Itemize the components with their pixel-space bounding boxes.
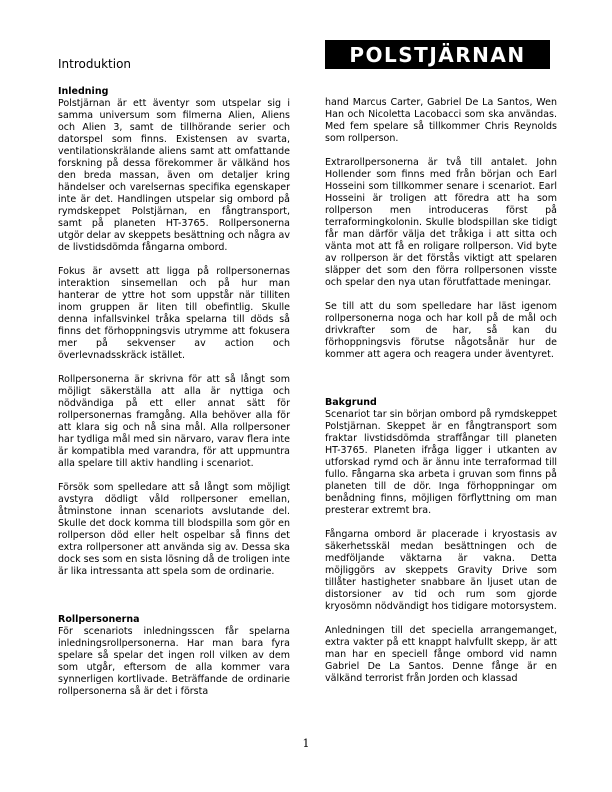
document-title: POLSTJÄRNAN [325,40,550,69]
paragraph: Scenariot tar sin början ombord på rymdskeppet Polstjärnan. Skeppet är en fångtransport som fraktar livstidsdömda straffångar till planeten HT-3765. Planeten ifråga ligger i utkanten av utforskad rymd och är ännu inte terraformad till fullo. Fångarna ska arbeta i gruvan som finns på planeten till de dör. Inga förhoppningar om benådning finns, möjligen förflyttning om man presterar extremt bra. [325,409,557,516]
paragraph: För scenariots inledningsscen får spelarna inledningsrollpersonerna. Har man bara fyra spelare så spelar det ingen roll vilken av dem som utgår, eftersom de alla kommer vara synnerligen kortlivade. Beträffande de ordinarie rollpersonerna så är det i första [58,626,290,697]
paragraph: Försök som spelledare att så långt som möjligt avstyra dödligt våld rollpersoner emellan, åtminstone innan scenariots avslutande del. Skulle det dock komma till blodspilla som gör en rollperson död eller helt ospelbar så finns det extra rollpersoner att använda sig av. Dessa ska dock ses som en sista lösning då de troligen inte är lika intressanta att spela som de ordinarie. [58,482,290,577]
left-column [58,86,290,710]
heading-rollpersonerna: Rollpersonerna [58,614,140,625]
paragraph: Polstjärnan är ett äventyr som utspelar sig i samma universum som filmerna Alien, Aliens och Alien 3, samt de tillhörande serier och datorspel som finns. Existensen av svarta, ventilationskrälande aliens samt att omfattande forskning på dessa förekommer är välkänd hos den breda massan, även om detaljer kring händelser och varelsernas specifika egenskaper inte är det. Handlingen utspelar sig ombord på rymdskeppet Polstjärnan, en fångtransport, samt på planeten HT-3765. Rollpersonerna utgör delar av skeppets besättning och några av de livstidsdömda fångarna ombord. [58,98,290,253]
paragraph: Fokus är avsett att ligga på rollpersonernas interaktion sinsemellan och på hur man hanterar de yttre hot som uppstår när tilliten inom gruppen är liten till obefintlig. Skulle denna infallsvinkel tråka spelarna till döds så finns det förhoppningsvis utrymme att fokusera mer på sekvenser av action och överlevnadsskräck istället. [58,266,290,361]
paragraph: Extrarollpersonerna är två till antalet. John Hollender som finns med från början och Earl Hosseini som tillkommer senare i scenariot. Earl Hosseini är troligen att föredra att ha som rollperson men introduceras först på terraformingkolonin. Skulle blodspillan ske tidigt får man därför välja det tråkiga i att sitta och vänta mot att få en roligare rollperson. Vid byte av rollperson är det förstås viktigt att spelaren släpper det som den förra rollpersonen visste och spelar den nya utan förutfattade meningar. [325,157,557,288]
heading-bakgrund: Bakgrund [325,397,377,408]
paragraph: Se till att du som spelledare har läst igenom rollpersonerna noga och har koll på de mål och drivkrafter som de har, så kan du förhoppningsvis förutse någotsånär hur de kommer att agera och reagera under äventyret. [325,301,557,360]
paragraph: hand Marcus Carter, Gabriel De La Santos, Wen Han och Nicoletta Lacobacci som ska användas. Med fem spelare så tillkommer Chris Reynolds som rollperson. [325,97,557,144]
right-column [325,97,557,697]
heading-inledning: Inledning [58,86,109,97]
section-label: Introduktion [58,57,132,71]
paragraph: Fångarna ombord är placerade i kryostasis av säkerhetsskäl medan besättningen och de medföljande väktarna är vakna. Detta möjliggörs av skeppets Gravity Drive som tillåter hastigheter snabbare än ljuset utan de distorsioner av tid och rum som gjorde kryosömn nödvändigt hos tidigare motorsystem. [325,529,557,612]
paragraph: Anledningen till det speciella arrangemanget, extra vakter på ett knappt halvfullt skepp, är att man har en speciell fånge ombord vid namn Gabriel De La Santos. Denne fånge är en välkänd terrorist från Jorden och klassad [325,625,557,684]
paragraph: Rollpersonerna är skrivna för att så långt som möjligt säkerställa att alla är nyttiga och nödvändiga på ett eller annat sätt för rollpersonernas framgång. Alla behöver alla för att klara sig och nå sina mål. Alla rollpersoner har tydliga mål med sin närvaro, varav flera inte är kompatibla med varandra, för att uppmuntra alla spelare till aktiv handling i scenariot. [58,374,290,469]
page-number: 1 [302,737,310,750]
